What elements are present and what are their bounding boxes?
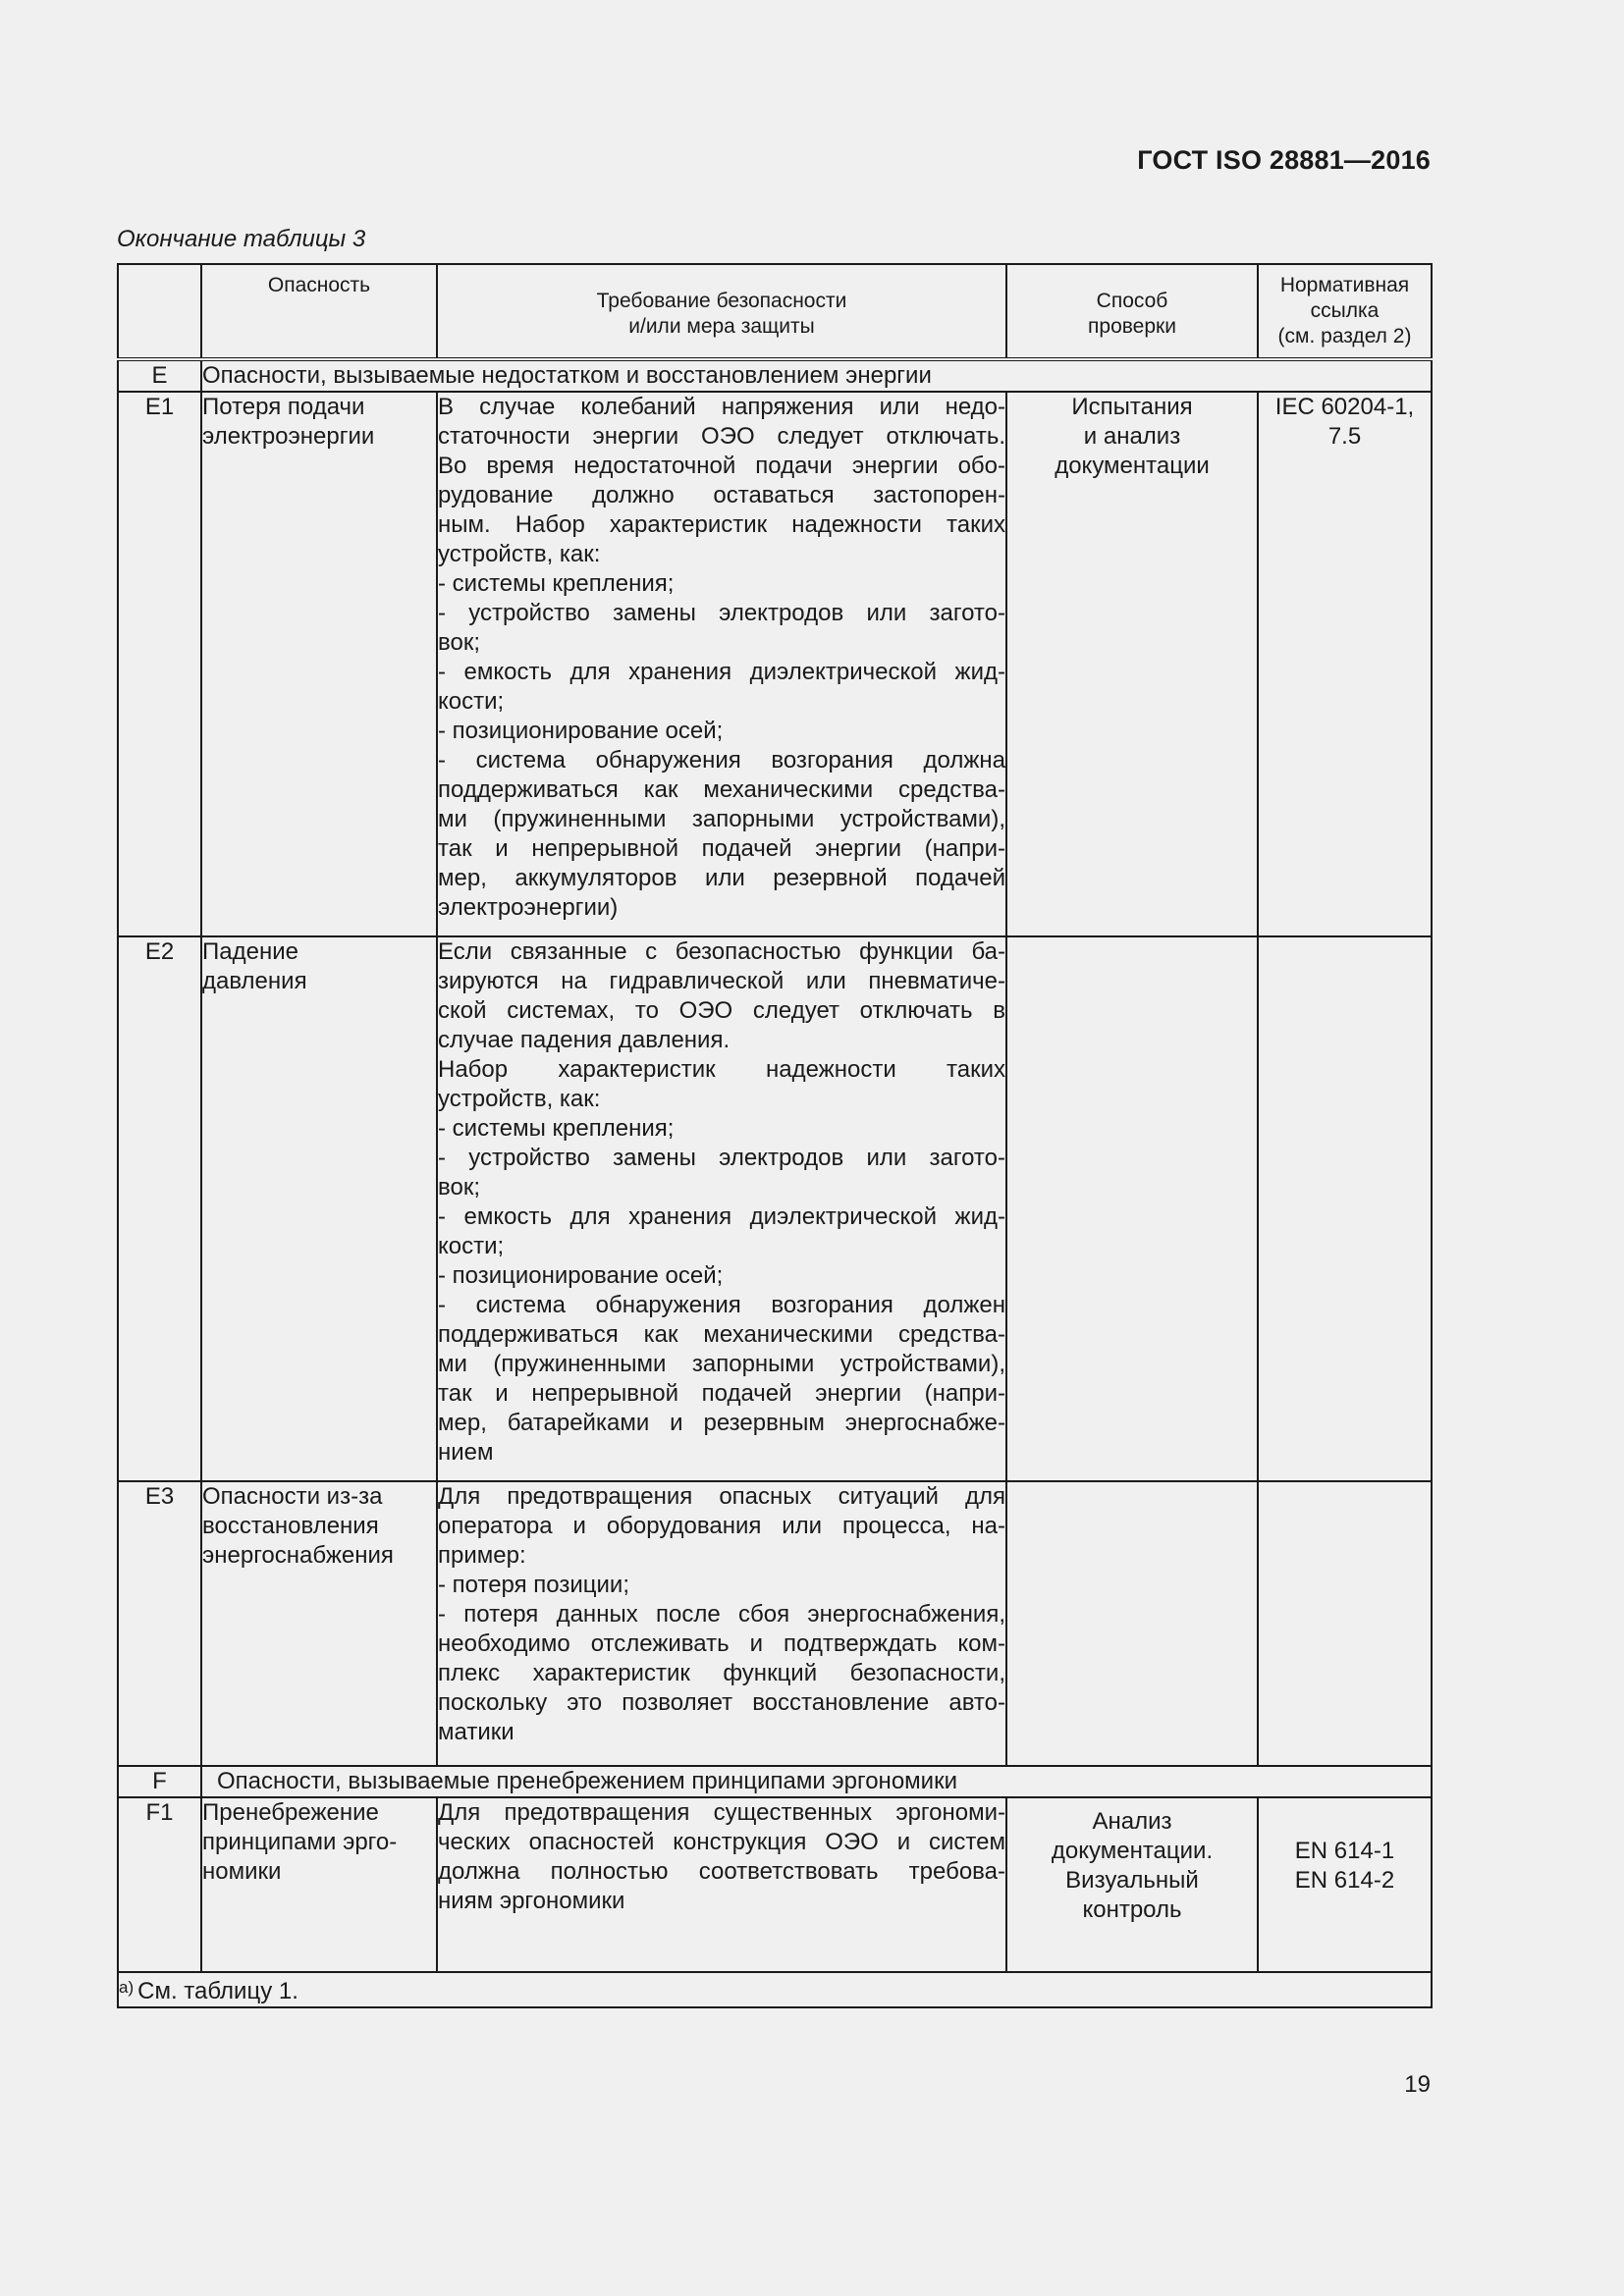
row-requirement: Если связанные с безопасностью функции ба- зируются на гидравлической или пневматиче- ской системах, то ОЭО следует отключать в случае падения давления. Набор характеристик надежности таких устройств, как: - системы крепления; - устройство замены электродов или загото- вок; - емкость для хранения диэлектрической жид- кости; - позиционирование осей; - система обнаружения возгорания должен поддерживаться как механическими средства- ми (пружиненными запорными устройствами), так и непрерывной подачей энергии (напри- мер, батарейками и резервным энергоснабже- нием <box>437 936 1006 1481</box>
row-reference <box>1258 1481 1432 1766</box>
row-hazard: Потеря подачи электроэнергии <box>201 392 437 936</box>
row-reference: EN 614-1 EN 614-2 <box>1258 1797 1432 1972</box>
table-header-row <box>118 264 1432 359</box>
group-row-f <box>118 1766 1432 1797</box>
table-row-e1 <box>118 392 1432 936</box>
row-requirement: В случае колебаний напряжения или недо- статочности энергии ОЭО следует отключать. Во время недостаточной подачи энергии обо- рудование должно оставаться застопорен- ным. Набор характеристик надежности таких устройств, как: - системы крепления; - устройство замены электродов или загото- вок; - емкость для хранения диэлектрической жид- кости; - позиционирование осей; - система обнаружения возгорания должна поддерживаться как механическими средства- ми (пружиненными запорными устройствами), так и непрерывной подачей энергии (напри- мер, аккумуляторов или резервной подачей электроэнергии) <box>437 392 1006 936</box>
row-method <box>1006 936 1258 1481</box>
row-requirement: Для предотвращения опасных ситуаций для оператора и оборудования или процесса, на- пример: - потеря позиции; - потеря данных после сбоя энергоснабжения, необходимо отслеживать и подтверждать ком- плекс характеристик функций безопасности, поскольку это позволяет восстановление авто- матики <box>437 1481 1006 1766</box>
footnote-row <box>118 1972 1432 2007</box>
header-method: Способ проверки <box>1006 264 1258 359</box>
footnote-marker: а) <box>119 1978 135 1997</box>
row-code: E3 <box>118 1481 201 1766</box>
row-code: E2 <box>118 936 201 1481</box>
group-row-e <box>118 359 1432 392</box>
row-reference <box>1258 936 1432 1481</box>
header-requirement: Требование безопасности и/или мера защиты <box>437 264 1006 359</box>
table-caption: Окончание таблицы 3 <box>117 226 366 252</box>
header-hazard: Опасность <box>201 264 437 359</box>
document-id: ГОСТ ISO 28881—2016 <box>1137 145 1431 175</box>
row-hazard: Опасности из-за восстановления энергоснабжения <box>201 1481 437 1766</box>
footnote <box>118 1972 1432 2007</box>
row-method: Анализ документации. Визуальный контроль <box>1006 1797 1258 1972</box>
header-reference: Нормативная ссылка (см. раздел 2) <box>1258 264 1432 359</box>
row-code: E1 <box>118 392 201 936</box>
group-title: Опасности, вызываемые пренебрежением принципами эргономики <box>201 1766 1432 1797</box>
row-hazard: Пренебрежение принципами эрго- номики <box>201 1797 437 1972</box>
group-title: Опасности, вызываемые недостатком и восстановлением энергии <box>201 359 1432 392</box>
table-row-e3 <box>118 1481 1432 1766</box>
requirements-table <box>117 263 1433 2008</box>
group-code: F <box>118 1766 201 1797</box>
footnote-text: См. таблицу 1. <box>137 1978 298 2004</box>
row-code: F1 <box>118 1797 201 1972</box>
table-row-f1 <box>118 1797 1432 1972</box>
page-number: 19 <box>1404 2071 1431 2098</box>
row-requirement: Для предотвращения существенных эргономи- ческих опасностей конструкция ОЭО и систем должна полностью соответствовать требова- ниям эргономики <box>437 1797 1006 1972</box>
header-code <box>118 264 201 359</box>
group-code: E <box>118 359 201 392</box>
row-hazard: Падение давления <box>201 936 437 1481</box>
table-row-e2 <box>118 936 1432 1481</box>
row-method <box>1006 1481 1258 1766</box>
row-reference: IEC 60204-1, 7.5 <box>1258 392 1432 936</box>
row-method: Испытания и анализ документации <box>1006 392 1258 936</box>
